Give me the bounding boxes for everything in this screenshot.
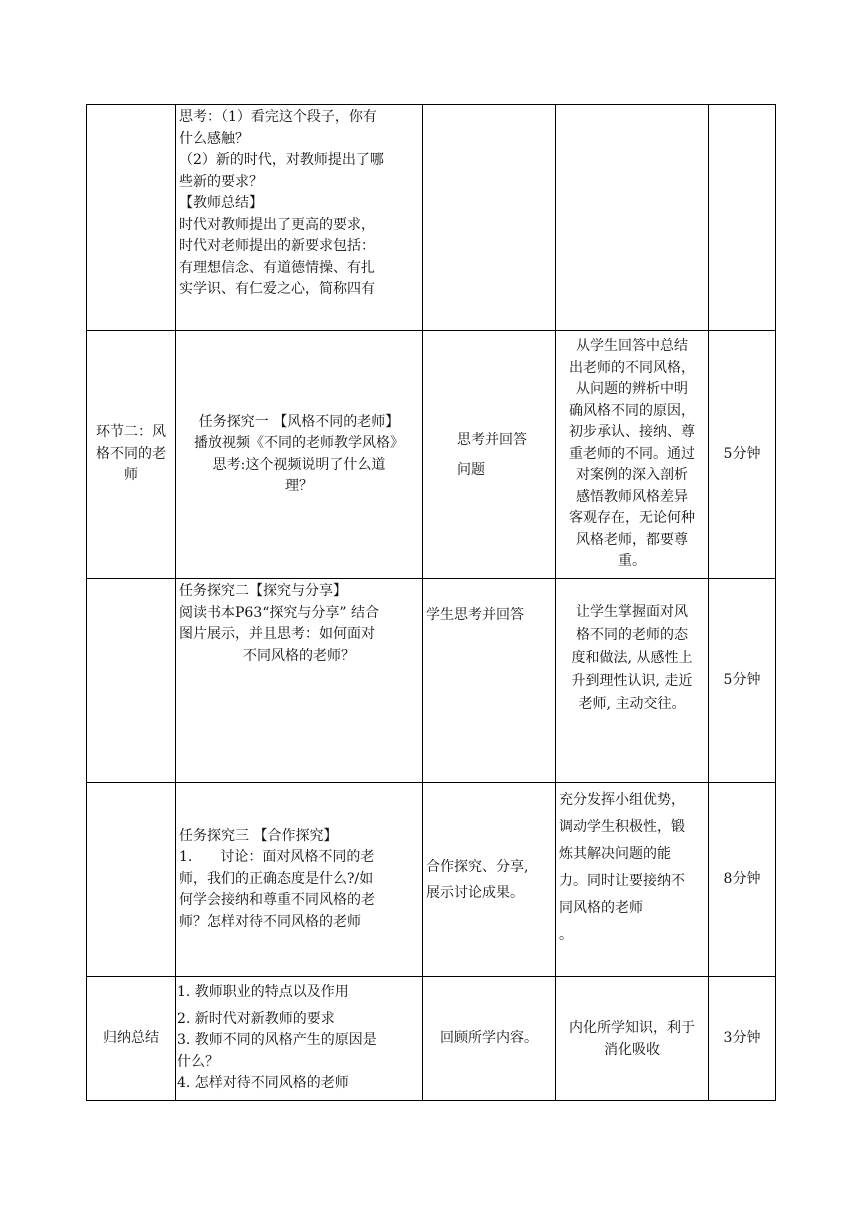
design-intent-cell: 内化所学知识，利于 消化吸收 xyxy=(556,977,709,1101)
stage-cell: 环节二：风 格不同的老 师 xyxy=(87,331,176,579)
design-intent-cell: 让学生掌握面对风 格不同的老师的态 度和做法, 从感性上 升到理性认识, 走近 老师, 主动交往。 xyxy=(556,579,709,783)
design-intent-cell xyxy=(556,105,709,331)
table-row xyxy=(87,331,776,579)
stage-cell xyxy=(87,105,176,331)
table-row xyxy=(87,977,776,1101)
student-activity-cell: 学生思考并回答 xyxy=(423,579,556,783)
time-cell: 5分钟 xyxy=(709,331,776,579)
time-cell xyxy=(709,105,776,331)
time-cell: 5分钟 xyxy=(709,579,776,783)
stage-cell xyxy=(87,783,176,977)
content-cell: 思考：（1）看完这个段子，你有 什么感触？ （2）新的时代，对教师提出了哪 些新的要求？ 【教师总结】 时代对教师提出了更高的要求， 时代对老师提出的新要求包括： 有理想信念、有道德情操、有扎 实学识、有仁爱之心，简称四有 xyxy=(176,105,423,331)
content-cell: 任务探究三 【合作探究】 1. 讨论：面对风格不同的老 师，我们的正确态度是什么?/如 何学会接纳和尊重不同风格的老 师？怎样对待不同风格的老师 xyxy=(176,783,423,977)
student-activity-cell: 思考并回答 问题 xyxy=(423,331,556,579)
design-intent-cell: 充分发挥小组优势， 调动学生积极性，锻 炼其解决问题的能 力。同时让要接纳不 同风格的老师 。 xyxy=(556,783,709,977)
time-cell: 8分钟 xyxy=(709,783,776,977)
design-intent-cell: 从学生回答中总结 出老师的不同风格， 从问题的辨析中明 确风格不同的原因， 初步承认、接纳、尊 重老师的不同。通过 对案例的深入剖析 感悟教师风格差异 客观存在，无论何种 风格老师，都要尊 重。 xyxy=(556,331,709,579)
table-row xyxy=(87,105,776,331)
content-cell: 1. 教师职业的特点以及作用 2. 新时代对新教师的要求 3. 教师不同的风格产生的原因是 什么？ 4. 怎样对待不同风格的老师 xyxy=(176,977,423,1101)
student-activity-cell: 合作探究、分享, 展示讨论成果。 xyxy=(423,783,556,977)
stage-cell: 归纳总结 xyxy=(87,977,176,1101)
student-activity-cell: 回顾所学内容。 xyxy=(423,977,556,1101)
table-row xyxy=(87,579,776,783)
content-cell: 任务探究一 【风格不同的老师】 播放视频《不同的老师教学风格》 思考:这个视频说明了什么道 理？ xyxy=(176,331,423,579)
lesson-plan-table xyxy=(86,104,776,1101)
stage-cell xyxy=(87,579,176,783)
content-cell: 任务探究二【探究与分享】 阅读书本P63“探究与分享” 结合 图片展示，并且思考：如何面对 不同风格的老师？ xyxy=(176,579,423,783)
time-cell: 3分钟 xyxy=(709,977,776,1101)
table-row xyxy=(87,783,776,977)
student-activity-cell xyxy=(423,105,556,331)
